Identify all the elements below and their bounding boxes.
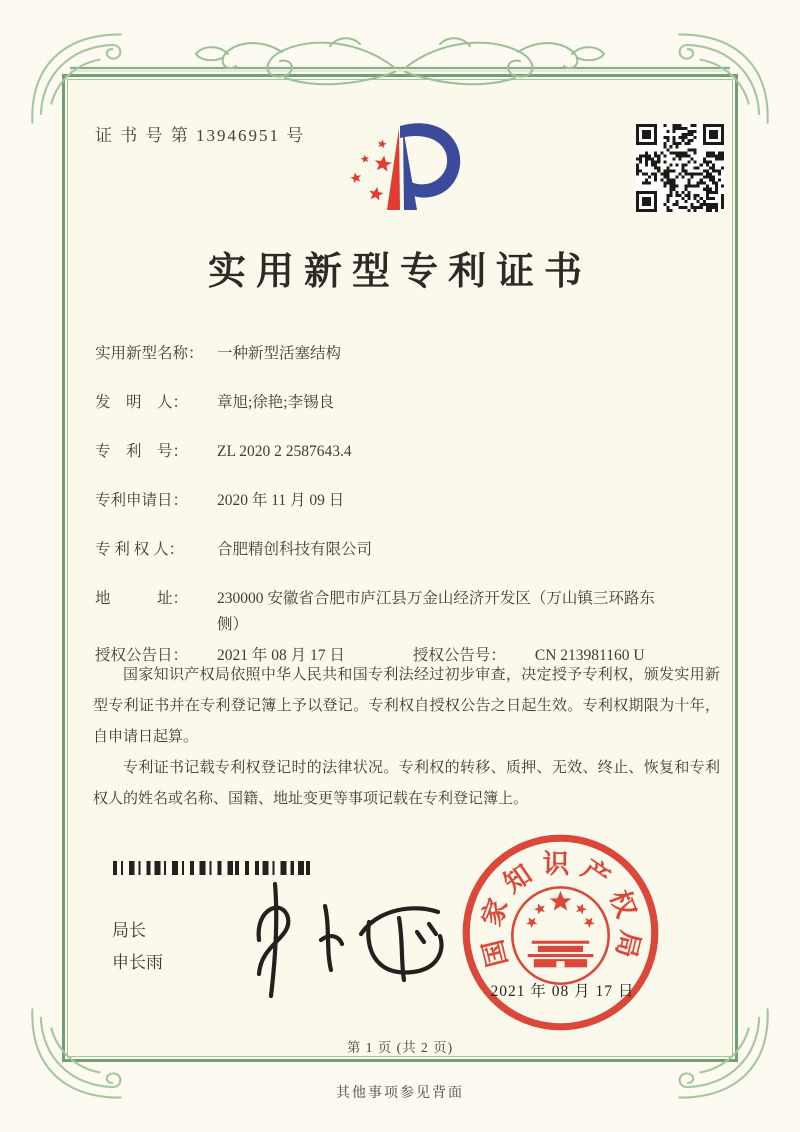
cnipa-seal-icon xyxy=(458,830,663,1035)
field-address xyxy=(95,586,670,638)
field-inventors xyxy=(95,390,670,416)
field-value: 章旭;徐艳;李锡良 xyxy=(217,394,335,411)
field-filing-date xyxy=(95,488,670,514)
field-value: ZL 2020 2 2587643.4 xyxy=(217,443,352,460)
grant-date-label: 授权公告日： xyxy=(95,647,189,664)
commissioner-title: 局长 xyxy=(112,921,146,940)
commissioner-signature-icon xyxy=(233,878,453,1000)
commissioner-name: 申长雨 xyxy=(112,953,163,972)
certificate-fields xyxy=(95,341,670,669)
certificate-number: 证 书 号 第 13946951 号 xyxy=(95,126,306,145)
field-label: 专 利 号： xyxy=(95,443,189,460)
seal-date: 2021 年 08 月 17 日 xyxy=(490,983,635,1000)
barcode-icon xyxy=(113,861,310,875)
field-label: 发 明 人： xyxy=(95,394,189,411)
body-paragraph-1: 国家知识产权局依照中华人民共和国专利法经过初步审查，决定授予专利权，颁发实用新型专利证书并在专利登记簿上予以登记。专利权自授权公告之日起生效。专利权期限为十年，自申请日起算。 xyxy=(93,667,720,745)
grant-number-label: 授权公告号： xyxy=(412,647,506,664)
back-note: 其他事项参见背面 xyxy=(336,1086,464,1101)
cnipa-logo-icon xyxy=(338,106,478,224)
field-label: 专 利 权 人： xyxy=(95,541,185,558)
certificate-body xyxy=(93,660,720,815)
field-label: 实用新型名称： xyxy=(95,345,204,362)
grant-date-value: 2021 年 08 月 17 日 xyxy=(217,647,345,664)
field-utility-model-name xyxy=(95,341,670,367)
field-label: 专利申请日： xyxy=(95,492,189,509)
field-label: 地 址： xyxy=(95,590,189,607)
qr-code-icon xyxy=(636,124,724,212)
field-value: 一种新型活塞结构 xyxy=(217,345,342,362)
certificate-title: 实用新型专利证书 xyxy=(207,251,592,293)
field-value: 合肥精创科技有限公司 xyxy=(217,541,373,558)
field-value: 230000 安徽省合肥市庐江县万金山经济开发区（万山镇三环路东侧） xyxy=(217,590,655,633)
seal-text: 国家知识产权局 xyxy=(475,848,646,970)
field-patent-number xyxy=(95,439,670,465)
grant-number-value: CN 213981160 U xyxy=(534,647,645,664)
field-value: 2020 年 11 月 09 日 xyxy=(217,492,345,509)
page-indicator: 第 1 页 (共 2 页) xyxy=(346,1040,454,1055)
field-patentee xyxy=(95,537,670,563)
body-paragraph-2: 专利证书记载专利权登记时的法律状况。专利权的转移、质押、无效、终止、恢复和专利权人的姓名或名称、国籍、地址变更等事项记载在专利登记簿上。 xyxy=(93,760,720,807)
